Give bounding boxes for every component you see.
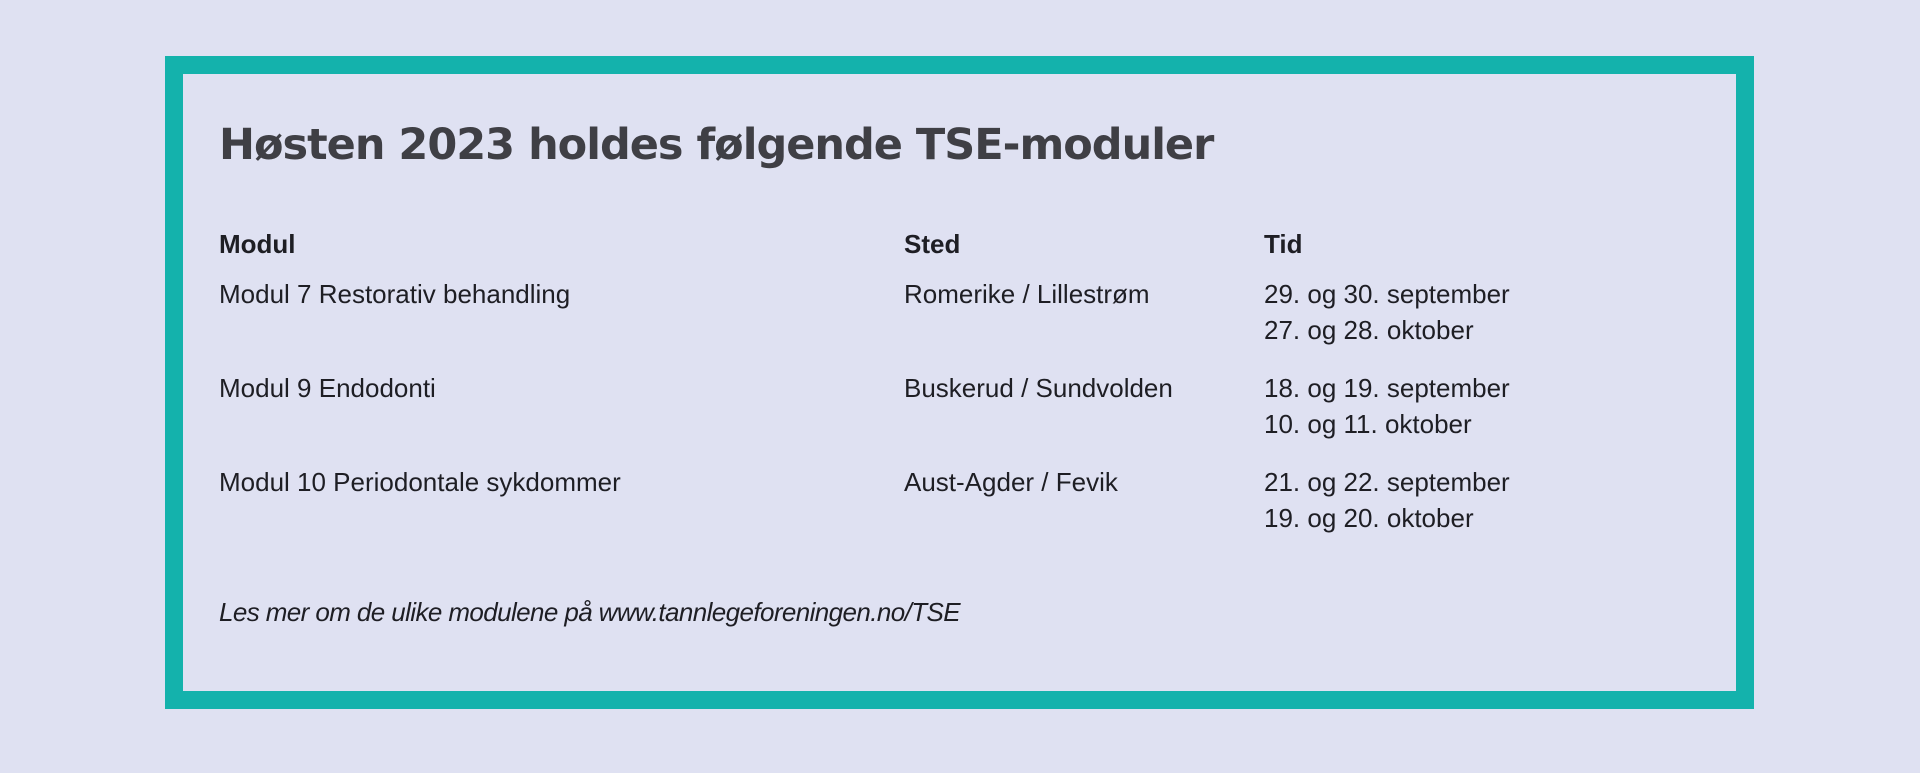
module-name: Modul 9 Endodonti	[219, 373, 436, 403]
module-location: Romerike / Lillestrøm	[904, 279, 1150, 309]
page-title: Høsten 2023 holdes følgende TSE-moduler	[219, 120, 1214, 170]
module-name: Modul 10 Periodontale sykdommer	[219, 467, 621, 497]
column-header-tid: Tid	[1264, 229, 1303, 259]
footer-note: Les mer om de ulike modulene på www.tannlegeforeningen.no/TSE	[219, 597, 960, 627]
table-row	[219, 370, 1519, 464]
module-schedule-table	[219, 226, 1519, 558]
table-header-row	[219, 226, 1519, 276]
module-dates	[1264, 370, 1519, 464]
column-header-modul: Modul	[219, 229, 296, 259]
module-date-line: 10. og 11. oktober	[1264, 409, 1472, 439]
table-row	[219, 276, 1519, 370]
table-row	[219, 464, 1519, 558]
module-dates	[1264, 464, 1519, 558]
column-header-sted: Sted	[904, 229, 961, 259]
module-location: Buskerud / Sundvolden	[904, 373, 1173, 403]
module-date-line: 27. og 28. oktober	[1264, 315, 1474, 345]
module-dates	[1264, 276, 1519, 370]
module-location: Aust-Agder / Fevik	[904, 467, 1118, 497]
module-date-line: 18. og 19. september	[1264, 373, 1510, 403]
module-name: Modul 7 Restorativ behandling	[219, 279, 571, 309]
module-date-line: 21. og 22. september	[1264, 467, 1510, 497]
module-date-line: 29. og 30. september	[1264, 279, 1510, 309]
module-date-line: 19. og 20. oktober	[1264, 503, 1474, 533]
